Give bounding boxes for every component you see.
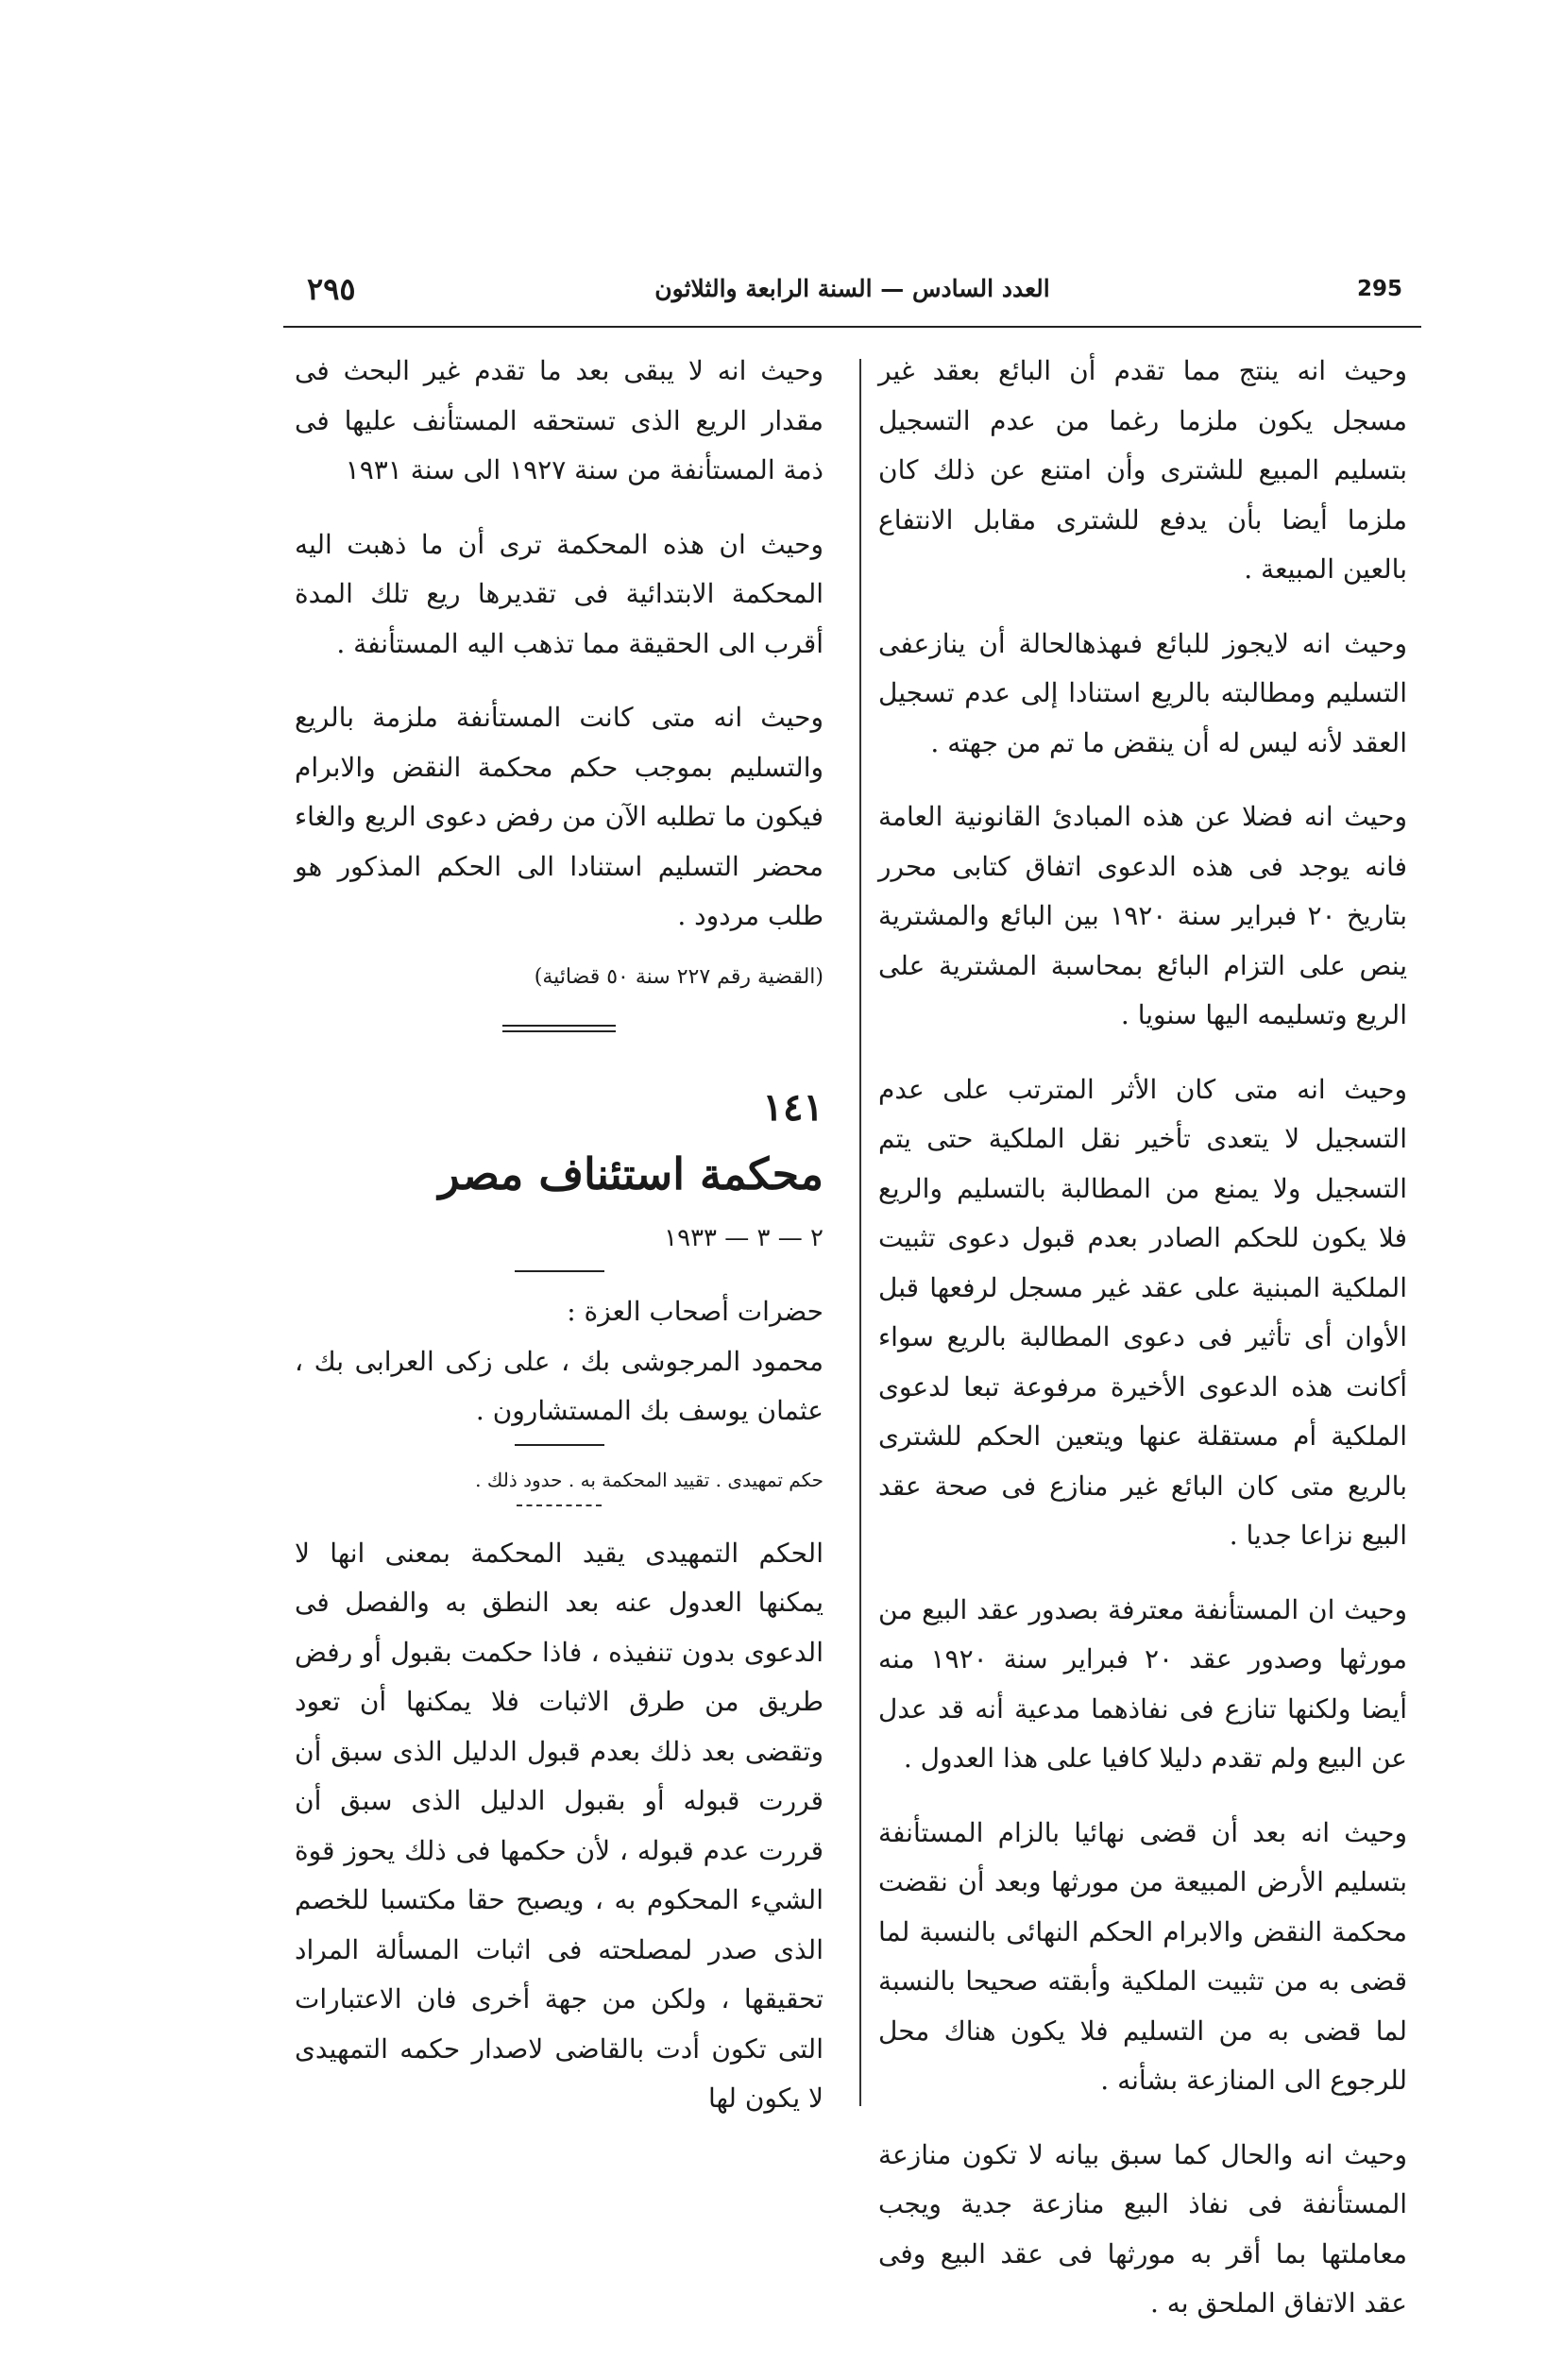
left-column [295,347,823,2135]
case-reference: (القضية رقم ٢٢٧ سنة ٥٠ قضائية) [534,964,823,989]
journal-page [283,269,1421,2319]
page-number-arabic: ٢٩٥ [307,271,356,307]
paragraph: وحيث انه لايجوز للبائع فىهذهالحالة أن ينازعفى التسليم ومطالبته بالريع استنادا إلى عدم تسجيل العقد لأنه ليس له أن ينقض ما تم من جهته . [878,627,1407,758]
judges-list: محمود المرجوشى بك ، على زكى العرابى بك ، عثمان يوسف بك المستشارون . [295,1345,823,1426]
paragraph: وحيث ان المستأنفة معترفة بصدور عقد البيع من مورثها وصدور عقد ٢٠ فبراير سنة ١٩٢٠ منه أيضا ولكنها تنازع فى نفاذهما مدعية أنه قد عدل عن البيع ولم تقدم دليلا كافيا على هذا العدول . [878,1593,1408,1774]
judges-title: حضرات أصحاب العزة : [567,1296,823,1327]
page-number-latin: 295 [1356,277,1402,301]
keywords: حكم تمهيدى . تقييد المحكمة به . حدود ذلك . [475,1468,823,1491]
page-header [283,269,1421,328]
journal-title: العدد السادس — السنة الرابعة والثلاثون [654,275,1050,302]
paragraph: وحيث انه فضلا عن هذه المبادئ القانونية العامة فانه يوجد فى هذه الدعوى اتفاق كتابى محرر بتاريخ ٢٠ فبراير سنة ١٩٢٠ بين البائع والمشترية ينص على التزام البائع بمحاسبة المشترية على الريع وتسليمه اليها سنويا . [878,801,1407,1030]
case-date: ٢ — ٣ — ١٩٣٣ [664,1224,823,1252]
paragraph: وحيث انه ينتج مما تقدم أن البائع بعقد غير مسجل يكون ملزما رغما من عدم التسجيل بتسليم المبيع للشترى وأن امتنع عن ذلك كان ملزما أيضا بأن يدفع للشترى مقابل الانتفاع بالعين المبيعة . [878,355,1407,585]
divider [515,1270,604,1272]
case-summary: الحكم التمهيدى يقيد المحكمة بمعنى انها لا يمكنها العدول عنه بعد النطق به والفصل فى الدعوى بدون تنفيذه ، فاذا حكمت بقبول أو رفض طريق من طرق الاثبات فلا يمكنها أن تعود وتقضى بعد ذلك بعدم قبول الدليل الذى سبق أن قررت قبوله أو بقبول الدليل الذى سبق أن قررت عدم قبوله ، لأن حكمها فى ذلك يحوز قوة الشيء المحكوم به ، ويصبح حقا مكتسبا للخصم الذى صدر لمصلحته فى اثبات المسألة المراد تحقيقها ، ولكن من جهة أخرى فان الاعتبارات التى تكون أدت بالقاضى لاصدار حكمه التمهيدى لا يكون لها [295,1537,823,2114]
dashed-divider [517,1504,602,1506]
case-number: ١٤١ [762,1085,823,1130]
paragraph: وحيث انه متى كان الأثر المترتب على عدم التسجيل لا يتعدى تأخير نقل الملكية حتى يتم التسجيل ولا يمنع من المطالبة بالتسليم والريع فلا يكون للحكم الصادر بعدم قبول دعوى تثبيت الملكية المبنية على عقد غير مسجل لرفعها قبل الأوان أى تأثير فى دعوى المطالبة بالريع سواء أكانت هذه الدعوى الأخيرة مرفوعة تبعا لدعوى الملكية أم مستقلة عنها ويتعين الحكم للشترى بالريع متى كان البائع غير منازع فى صحة عقد البيع نزاعا جديا . [878,1073,1407,1551]
paragraph: وحيث انه لا يبقى بعد ما تقدم غير البحث فى مقدار الريع الذى تستحقه المستأنف عليها فى ذمة المستأنفة من سنة ١٩٢٧ الى سنة ١٩٣١ [295,355,823,485]
divider [515,1444,604,1446]
section-divider [502,1025,616,1032]
right-column [878,347,1407,2340]
court-name: محكمة استئناف مصر [438,1148,823,1199]
paragraph: وحيث انه متى كانت المستأنفة ملزمة بالريع والتسليم بموجب حكم محكمة النقض والابرام فيكون ما تطلبه الآن من رفض دعوى الريع والغاء محضر التسليم استنادا الى الحكم المذكور هو طلب مردود . [295,702,823,931]
paragraph: وحيث انه والحال كما سبق بيانه لا تكون منازعة المستأنفة فى نفاذ البيع منازعة جدية ويجب معاملتها بما أقر به مورثها فى عقد البيع وفى عقد الاتفاق الملحق به . [878,2138,1407,2319]
paragraph: وحيث انه بعد أن قضى نهائيا بالزام المستأنفة بتسليم الأرض المبيعة من مورثها وبعد أن نقضت محكمة النقض والابرام الحكم النهائى بالنسبة لما قضى به من تثبيت الملكية وأبقته صحيحا بالنسبة لما قضى به من التسليم فلا يكون هناك محل للرجوع الى المنازعة بشأنه . [878,1816,1407,2096]
paragraph: وحيث ان هذه المحكمة ترى أن ما ذهبت اليه المحكمة الابتدائية فى تقديرها ريع تلك المدة أقرب الى الحقيقة مما تذهب اليه المستأنفة . [295,528,823,659]
column-divider [859,359,861,2106]
